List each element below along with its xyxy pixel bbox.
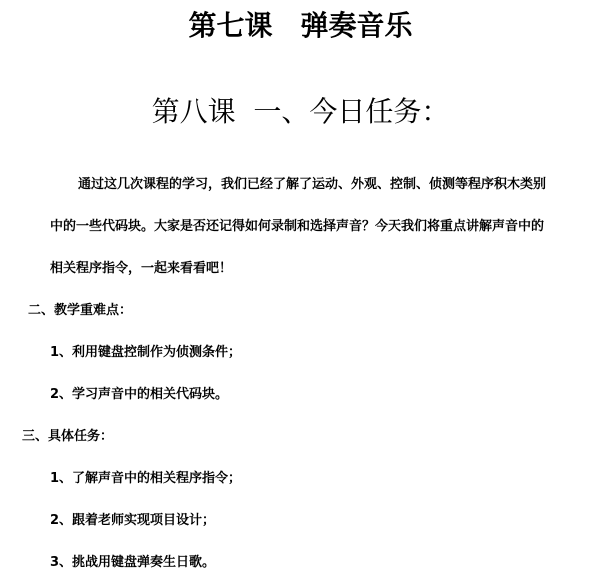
section-heading-tasks: 三、具体任务： [22,429,114,444]
task-item-1: 1、了解声音中的相关程序指令； [50,471,242,486]
task-item-2: 2、跟着老师实现项目设计； [50,513,216,528]
task-item-3: 3、挑战用键盘弹奏生日歌。 [50,555,216,570]
intro-paragraph-line-3: 相关程序指令，一起来看看吧！ [50,261,233,276]
page-title: 第七课 弹奏音乐 [188,9,413,42]
intro-paragraph-line-1: 通过这几次课程的学习，我们已经了解了运动、外观、控制、侦测等程序积木类别 [78,177,547,192]
intro-paragraph-line-2: 中的一些代码块。大家是否还记得如何录制和选择声音？今天我们将重点讲解声音中的 [50,219,545,234]
lesson-subtitle: 第八课 一、今日任务： [151,95,450,128]
section-heading-key-points: 二、教学重难点： [28,303,133,318]
key-point-item-1: 1、利用键盘控制作为侦测条件； [50,345,242,360]
key-point-item-2: 2、学习声音中的相关代码块。 [50,387,229,402]
